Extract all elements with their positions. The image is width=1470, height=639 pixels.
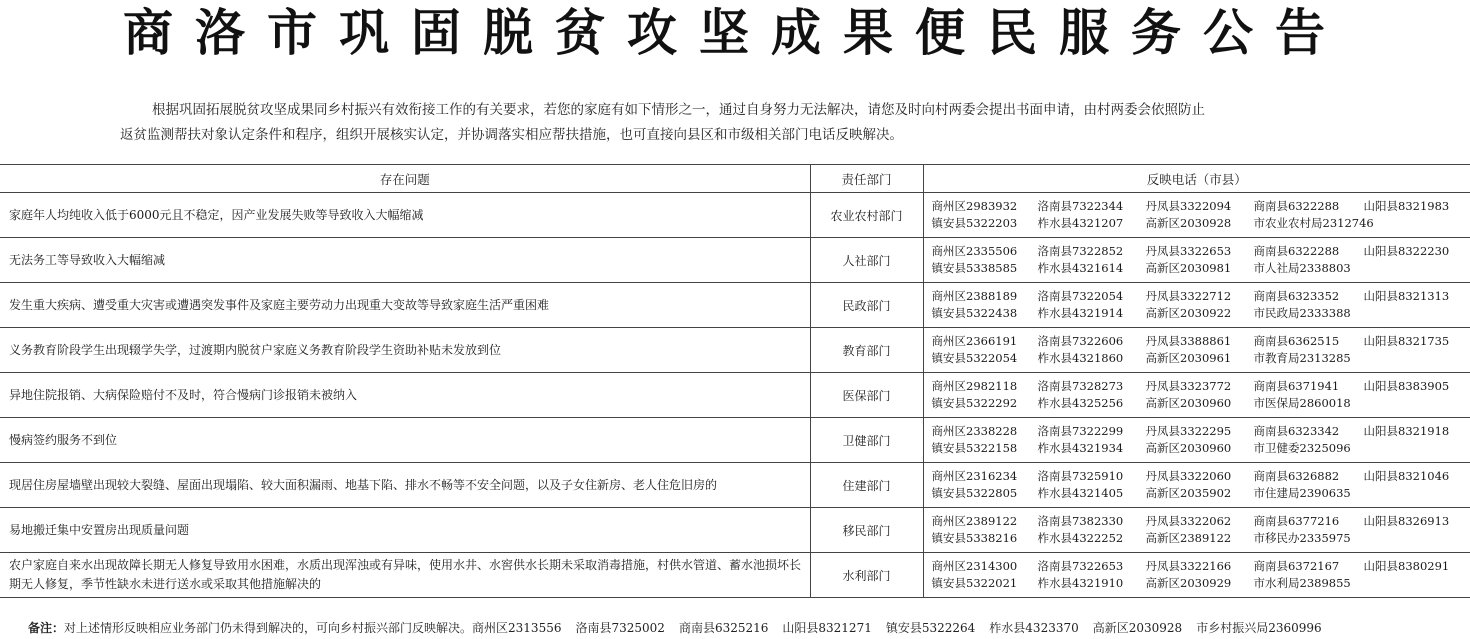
phone-number: 市卫健委2325096 xyxy=(1253,441,1351,455)
issue-cell: 义务教育阶段学生出现辍学失学，过渡期内脱贫户家庭义务教育阶段学生资助补贴未发放到位 xyxy=(0,328,810,373)
footnote-phone: 商南县6325216 xyxy=(678,621,769,635)
phone-line xyxy=(932,305,1470,322)
phone-number: 市住建局2390635 xyxy=(1253,486,1351,500)
phone-cell xyxy=(923,283,1470,328)
phone-number: 洛南县7382330 xyxy=(1037,514,1124,528)
intro-paragraph xyxy=(120,98,1360,148)
table-row xyxy=(0,508,1470,553)
phone-number: 柞水县4321914 xyxy=(1037,306,1124,320)
phone-cell xyxy=(923,373,1470,418)
phone-number: 高新区2030922 xyxy=(1145,306,1232,320)
phone-number: 商州区2316234 xyxy=(931,469,1018,483)
phone-number: 洛南县7322606 xyxy=(1037,334,1124,348)
header-dept: 责任部门 xyxy=(810,165,923,193)
phone-number: 洛南县7322653 xyxy=(1037,559,1124,573)
phone-number: 洛南县7322852 xyxy=(1037,244,1124,258)
phone-cell xyxy=(923,508,1470,553)
phone-number: 市医保局2860018 xyxy=(1253,396,1351,410)
phone-number: 高新区2389122 xyxy=(1145,531,1232,545)
department-cell: 水利部门 xyxy=(810,553,923,598)
phone-number: 丹凤县3322166 xyxy=(1145,559,1232,573)
footnote-phone: 山阳县8321271 xyxy=(782,621,872,635)
phone-number: 商南县6377216 xyxy=(1253,514,1340,528)
phone-line xyxy=(932,260,1470,277)
page-title: 商洛市巩固脱贫攻坚成果便民服务公告 xyxy=(123,4,1347,62)
phone-number: 山阳县8321983 xyxy=(1363,199,1450,213)
phone-number: 丹凤县3322062 xyxy=(1145,514,1232,528)
header-issue: 存在问题 xyxy=(0,165,810,193)
phone-number: 商州区2366191 xyxy=(931,334,1018,348)
phone-line xyxy=(932,288,1470,305)
department-cell: 农业农村部门 xyxy=(810,193,923,238)
department-cell: 医保部门 xyxy=(810,373,923,418)
phone-number: 柞水县4321910 xyxy=(1037,576,1124,590)
phone-line xyxy=(932,243,1470,260)
department-cell: 卫健部门 xyxy=(810,418,923,463)
phone-number: 镇安县5322438 xyxy=(931,306,1018,320)
phone-number: 镇安县5322054 xyxy=(931,351,1018,365)
phone-number: 高新区2030961 xyxy=(1145,351,1232,365)
phone-number: 柞水县4321614 xyxy=(1037,261,1124,275)
phone-number: 洛南县7322344 xyxy=(1037,199,1124,213)
phone-number: 山阳县8321735 xyxy=(1363,334,1450,348)
department-cell: 移民部门 xyxy=(810,508,923,553)
phone-number: 市农业农村局2312746 xyxy=(1253,216,1374,230)
issue-cell: 无法务工等导致收入大幅缩减 xyxy=(0,238,810,283)
phone-number: 商南县6323342 xyxy=(1253,424,1340,438)
table-row xyxy=(0,238,1470,283)
phone-number: 商南县6322288 xyxy=(1253,199,1340,213)
phone-number: 市水利局2389855 xyxy=(1253,576,1351,590)
table-row xyxy=(0,328,1470,373)
phone-number: 洛南县7322299 xyxy=(1037,424,1124,438)
phone-number: 丹凤县3322060 xyxy=(1145,469,1232,483)
phone-line xyxy=(932,485,1470,502)
footnote-label: 备注： xyxy=(28,621,65,635)
department-cell: 人社部门 xyxy=(810,238,923,283)
table-row xyxy=(0,193,1470,238)
phone-number: 山阳县8321918 xyxy=(1363,424,1450,438)
phone-number: 商州区2982118 xyxy=(931,379,1018,393)
phone-number: 市人社局2338803 xyxy=(1253,261,1351,275)
phone-number: 柞水县4321860 xyxy=(1037,351,1124,365)
phone-number: 市民政局2333388 xyxy=(1253,306,1351,320)
department-cell: 民政部门 xyxy=(810,283,923,328)
phone-number: 镇安县5322158 xyxy=(931,441,1018,455)
phone-number: 商州区2314300 xyxy=(931,559,1018,573)
phone-number: 丹凤县3323772 xyxy=(1145,379,1232,393)
phone-cell xyxy=(923,418,1470,463)
footnote-phone: 商州区2313556 xyxy=(472,621,562,635)
phone-line xyxy=(932,513,1470,530)
table-header-row xyxy=(0,165,1470,193)
phone-number: 商州区2338228 xyxy=(931,424,1018,438)
phone-number: 丹凤县3322712 xyxy=(1145,289,1232,303)
phone-number: 高新区2030960 xyxy=(1145,396,1232,410)
issue-cell: 现居住房屋墙壁出现较大裂缝、屋面出现塌陷、较大面积漏雨、地基下陷、排水不畅等不安全问题，以及子女住新房、老人住危旧房的 xyxy=(0,463,810,508)
phone-number: 丹凤县3388861 xyxy=(1145,334,1232,348)
phone-number: 丹凤县3322295 xyxy=(1145,424,1232,438)
table-row xyxy=(0,283,1470,328)
phone-number: 商南县6362515 xyxy=(1253,334,1340,348)
phone-number: 山阳县8380291 xyxy=(1363,559,1450,573)
phone-number: 高新区2030960 xyxy=(1145,441,1232,455)
issue-cell: 发生重大疾病、遭受重大灾害或遭遇突发事件及家庭主要劳动力出现重大变故等导致家庭生活严重困难 xyxy=(0,283,810,328)
phone-line xyxy=(932,395,1470,412)
phone-number: 柞水县4321934 xyxy=(1037,441,1124,455)
phone-number: 市移民办2335975 xyxy=(1253,531,1351,545)
phone-number: 镇安县5322292 xyxy=(931,396,1018,410)
phone-line xyxy=(932,198,1470,215)
phone-number: 柞水县4322252 xyxy=(1037,531,1124,545)
phone-line xyxy=(932,215,1470,232)
footnote-text: 对上述情形反映相应业务部门仍未得到解决的，可向乡村振兴部门反映解决。 xyxy=(64,621,473,635)
phone-line xyxy=(932,423,1470,440)
footnote-phone: 柞水县4323370 xyxy=(989,621,1079,635)
phone-number: 丹凤县3322094 xyxy=(1145,199,1232,213)
issue-cell: 异地住院报销、大病保险赔付不及时，符合慢病门诊报销未被纳入 xyxy=(0,373,810,418)
phone-number: 山阳县8322230 xyxy=(1363,244,1450,258)
phone-number: 高新区2030981 xyxy=(1145,261,1232,275)
phone-number: 高新区2035902 xyxy=(1145,486,1232,500)
phone-number: 柞水县4321207 xyxy=(1037,216,1124,230)
header-phone: 反映电话（市县） xyxy=(923,165,1470,193)
table-row xyxy=(0,463,1470,508)
phone-line xyxy=(932,530,1470,547)
department-cell: 住建部门 xyxy=(810,463,923,508)
phone-line xyxy=(932,558,1470,575)
phone-number: 商南县6326882 xyxy=(1253,469,1340,483)
phone-line xyxy=(932,440,1470,457)
table-row xyxy=(0,418,1470,463)
phone-number: 商州区2388189 xyxy=(931,289,1018,303)
phone-number: 山阳县8321313 xyxy=(1363,289,1450,303)
phone-number: 镇安县5338585 xyxy=(931,261,1018,275)
phone-number: 商州区2389122 xyxy=(931,514,1018,528)
table-row xyxy=(0,373,1470,418)
phone-line xyxy=(932,350,1470,367)
phone-number: 山阳县8321046 xyxy=(1363,469,1450,483)
phone-cell xyxy=(923,193,1470,238)
phone-cell xyxy=(923,238,1470,283)
phone-number: 镇安县5322203 xyxy=(931,216,1018,230)
phone-number: 镇安县5338216 xyxy=(931,531,1018,545)
phone-number: 镇安县5322805 xyxy=(931,486,1018,500)
phone-number: 山阳县8326913 xyxy=(1363,514,1450,528)
phone-number: 柞水县4325256 xyxy=(1037,396,1124,410)
phone-number: 商州区2335506 xyxy=(931,244,1018,258)
footnote-phone: 洛南县7325002 xyxy=(575,621,665,635)
issue-cell: 易地搬迁集中安置房出现质量问题 xyxy=(0,508,810,553)
phone-number: 商南县6322288 xyxy=(1253,244,1340,258)
phone-cell xyxy=(923,463,1470,508)
phone-number: 镇安县5322021 xyxy=(931,576,1018,590)
issue-cell: 农户家庭自来水出现故障长期无人修复导致用水困难，水质出现浑浊或有异味，使用水井、水窖供水长期未采取消毒措施，村供水管道、蓄水池损坏长期无人修复，季节性缺水未进行送水或采取其他措施解决的 xyxy=(0,553,810,598)
phone-number: 柞水县4321405 xyxy=(1037,486,1124,500)
department-cell: 教育部门 xyxy=(810,328,923,373)
footnote-phone: 市乡村振兴局2360996 xyxy=(1196,621,1322,635)
phone-number: 洛南县7328273 xyxy=(1037,379,1124,393)
footnote-phone: 高新区2030928 xyxy=(1092,621,1183,635)
phone-number: 高新区2030929 xyxy=(1145,576,1232,590)
intro-line-1: 根据巩固拓展脱贫攻坚成果同乡村振兴有效衔接工作的有关要求，若您的家庭有如下情形之一，通过自身努力无法解决，请您及时向村两委会提出书面申请，由村两委会依照防止 xyxy=(152,102,1205,118)
phone-number: 商州区2983932 xyxy=(931,199,1018,213)
footnote-phone: 镇安县5322264 xyxy=(885,621,976,635)
phone-number: 商南县6371941 xyxy=(1253,379,1340,393)
phone-number: 洛南县7322054 xyxy=(1037,289,1124,303)
intro-line-2: 返贫监测帮扶对象认定条件和程序，组织开展核实认定，并协调落实相应帮扶措施，也可直接向县区和市级相关部门电话反映解决。 xyxy=(120,127,903,143)
phone-line xyxy=(932,575,1470,592)
phone-number: 山阳县8383905 xyxy=(1363,379,1450,393)
phone-number: 商南县6323352 xyxy=(1253,289,1340,303)
phone-cell xyxy=(923,328,1470,373)
footnote xyxy=(28,619,1458,637)
issue-cell: 家庭年人均纯收入低于6000元且不稳定，因产业发展失败等导致收入大幅缩减 xyxy=(0,193,810,238)
table-row xyxy=(0,553,1470,598)
service-table xyxy=(0,164,1470,598)
phone-number: 丹凤县3322653 xyxy=(1145,244,1232,258)
phone-number: 商南县6372167 xyxy=(1253,559,1340,573)
phone-line xyxy=(932,378,1470,395)
phone-line xyxy=(932,468,1470,485)
phone-number: 洛南县7325910 xyxy=(1037,469,1124,483)
phone-line xyxy=(932,333,1470,350)
phone-number: 高新区2030928 xyxy=(1145,216,1232,230)
phone-number: 市教育局2313285 xyxy=(1253,351,1351,365)
phone-cell xyxy=(923,553,1470,598)
issue-cell: 慢病签约服务不到位 xyxy=(0,418,810,463)
